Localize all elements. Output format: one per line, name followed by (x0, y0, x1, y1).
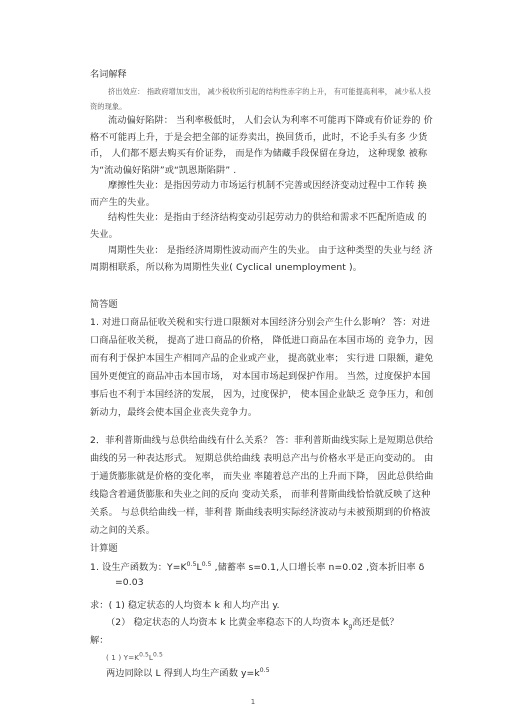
answer-question-1: 1. 对进口商品征收关税和实行进口限额对本国经济分别会产生什么影响？ 答：对进口商品征收关税， 提高了进口商品的价格， 降低进口商品在本国市场的 竞争力，因而有利于保护本国生产相同产品的企业或产业， 提高就业率； 实行进 口限额，避免国外更便宜的商品冲击本国市场， 对本国市场起到保护作用。 当然，过度保护本国事后也不利于本国经济的发展， 因为，过度保护， 使本国企业缺乏 竞争压力，和创新动力，最终会使本国企业丧失竞争力。 (90, 317, 434, 418)
paragraph-liquidity-trap: 流动偏好陷阱： 当利率极低时， 人们会认为利率不可能再下降或有价证券的 价格不可能再上升，于是会把全部的证券卖出，换回货币，此时，不论手头有多 少货币， 人们都不愿去购买有价证券， 而是作为储藏手段保留在身边， 这种现象 被称为“流动偏好陷阱”或“凯恩斯陷阱” . (90, 115, 433, 176)
q1-exponent-k: 0.5 (186, 560, 197, 568)
solution-label: 解： (90, 635, 109, 646)
calc-delta-value: =0.03 (115, 577, 144, 588)
calc-ask-1: 求：( 1) 稳定状态的人均资本 k 和人均产出 y. (90, 600, 280, 611)
q1-rest: ,储蓄率 s=0.1,人口增长率 n=0.02 ,资本折旧率 δ (211, 562, 425, 573)
q1-prefix: 1. 设生产函数为：Y=K (90, 562, 187, 573)
page-number: 1 (250, 698, 256, 706)
answer-question-2: 2．菲利普斯曲线与总供给曲线有什么关系？ 答：菲利普斯曲线实际上是短期总供给曲线的另一种表达形式。 短期总供给曲线 表明总产出与价格水平是正向变动的。 由于通货膨胀就是价格的变化率， 而失业 率随着总产出的上升而下降， 因此总供给曲线隐含着通货膨胀和失业之间的反向 变动关系， 而菲利普斯曲线恰恰就反映了这种关系。 与总供给曲线一样，菲利普 斯曲线表明实际经济波动与未被预期到的价格波动之间的关系。 (90, 435, 434, 536)
q1-l: L (196, 562, 202, 573)
ask2-rest: 高还是低？ (352, 617, 399, 628)
q1-exponent-l: 0.5 (201, 560, 212, 568)
solution-step-2 (106, 666, 436, 683)
section-title-short-answer: 简答题 (90, 299, 118, 310)
step1-exponent-k: 0.5 (139, 651, 149, 659)
paragraph-structural-unemployment: 结构性失业：是指由于经济结构变动引起劳动力的供给和需求不匹配所造成 的失业。 (90, 212, 427, 240)
step2-prefix: 两边同除以 L 得到人均生产函数 y=k (106, 668, 260, 679)
section-title-definitions: 名词解释 (90, 69, 127, 80)
section-title-calculation: 计算题 (90, 543, 118, 554)
paragraph-cyclical-unemployment: 周期性失业： 是指经济周期性波动而产生的失业。 由于这种类型的失业与经 济周期相联系，所以称为周期性失业( Cyclical unemployment )。 (90, 245, 433, 273)
step2-exponent: 0.5 (259, 666, 270, 674)
ask2-subscript: g (348, 622, 353, 630)
step1-exponent-l: 0.5 (153, 651, 163, 659)
paragraph-crowding-out: 挤出效应： 指政府增加支出， 减少税收所引起的结构性赤字的上升， 有可能提高利率， 减少私人投资的现象。 (90, 87, 431, 111)
solution-step-1 (106, 650, 306, 665)
step1-prefix: ( 1 ) Y=K (106, 653, 140, 662)
ask2-prefix: （2） 稳定状态的人均资本 k 比黄金率稳态下的人均资本 k (106, 617, 349, 628)
calc-ask-2 (106, 615, 436, 632)
paragraph-frictional-unemployment: 摩擦性失业：是指因劳动力市场运行机制不完善或因经济变动过程中工作转 换而产生的失业。 (90, 180, 427, 208)
step1-l: L (148, 653, 154, 662)
